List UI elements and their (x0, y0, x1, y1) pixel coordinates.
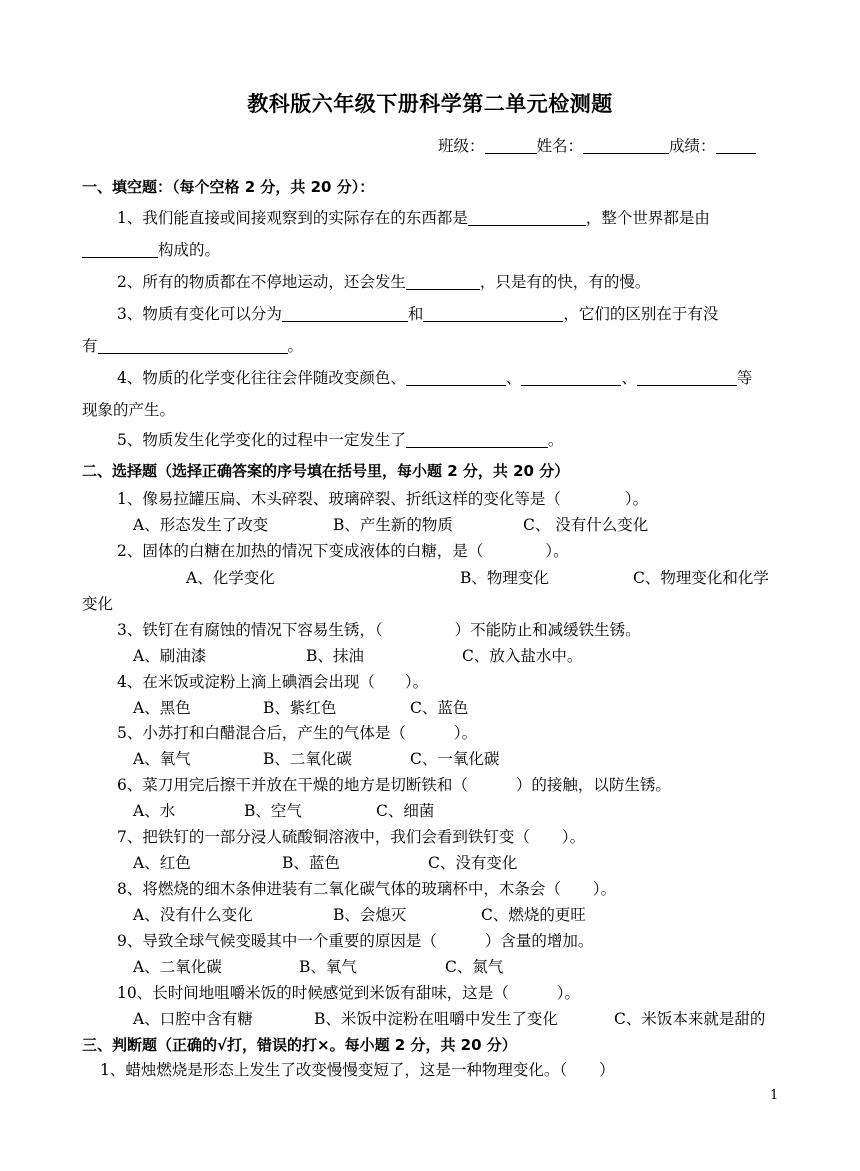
choice-q10-stem: 10、长时间地咀嚼米饭的时候感觉到米饭有甜味，这是（ ）。 (117, 984, 580, 1002)
option-b[interactable]: B、产生新的物质 (333, 516, 453, 534)
fill-blank[interactable] (521, 369, 621, 386)
fill-q3-line1: 3、物质有变化可以分为 和 ，它们的区别在于有没 (117, 305, 719, 323)
choice-q1-stem: 1、像易拉罐压扁、木头碎裂、玻璃碎裂、折纸这样的变化等是（ ）。 (117, 490, 649, 508)
fill-blank[interactable] (406, 369, 506, 386)
option-c[interactable]: C、米饭本来就是甜的 (614, 1010, 766, 1028)
fill-q1-line2: 构成的。 (82, 240, 220, 260)
score-label: 成绩： (669, 137, 716, 155)
option-a[interactable]: A、水 (133, 802, 176, 820)
fill-q5: 5、物质发生化学变化的过程中一定发生了 。 (117, 431, 564, 449)
fill-blank[interactable] (282, 305, 408, 322)
option-b[interactable]: B、物理变化 (460, 569, 549, 587)
choice-q8-stem: 8、将燃烧的细木条伸进装有二氧化碳气体的玻璃杯中，木条会（ ）。 (117, 880, 617, 898)
option-c[interactable]: C、没有变化 (428, 854, 518, 872)
option-a[interactable]: A、刷油漆 (133, 647, 207, 665)
option-c[interactable]: C、放入盐水中。 (462, 647, 583, 665)
choice-q5-stem: 5、小苏打和白醋混合后，产生的气体是（ ）。 (117, 724, 478, 742)
option-b[interactable]: B、会熄灭 (333, 906, 407, 924)
fill-blank[interactable] (406, 273, 480, 290)
option-c[interactable]: C、燃烧的更旺 (481, 906, 586, 924)
fill-q2: 2、所有的物质都在不停地运动，还会发生 ，只是有的快，有的慢。 (117, 273, 651, 291)
name-label: 姓名： (536, 137, 584, 155)
option-c[interactable]: C、氮气 (445, 958, 504, 976)
section-heading-judge: 三、判断题（正确的√打，错误的打×。每小题 2 分，共 20 分） (82, 1036, 517, 1054)
name-blank[interactable] (583, 137, 669, 154)
option-a[interactable]: A、口腔中含有糖 (133, 1010, 253, 1028)
fill-blank[interactable] (82, 241, 158, 258)
option-c[interactable]: C、蓝色 (410, 699, 469, 717)
option-a[interactable]: A、没有什么变化 (133, 906, 253, 924)
fill-blank[interactable] (468, 209, 586, 226)
option-b[interactable]: B、米饭中淀粉在咀嚼中发生了变化 (314, 1010, 558, 1028)
student-info-line (438, 136, 756, 156)
option-a[interactable]: A、形态发生了改变 (133, 516, 269, 534)
option-a[interactable]: A、黑色 (133, 699, 191, 717)
page-number: 1 (770, 1088, 779, 1103)
page-title: 教科版六年级下册科学第二单元检测题 (247, 92, 613, 116)
option-b[interactable]: B、紫红色 (263, 699, 337, 717)
fill-blank[interactable] (637, 369, 737, 386)
score-blank[interactable] (716, 137, 756, 154)
fill-blank[interactable] (98, 337, 288, 354)
option-c[interactable]: C、 没有什么变化 (523, 516, 649, 534)
option-a[interactable]: A、红色 (133, 854, 191, 872)
fill-blank[interactable] (406, 431, 548, 448)
option-b[interactable]: B、抹油 (306, 647, 364, 665)
fill-q1-line1: 1、我们能直接或间接观察到的实际存在的东西都是 ，整个世界都是由 (117, 209, 710, 227)
choice-q4-stem: 4、在米饭或淀粉上滴上碘酒会出现（ ）。 (117, 673, 429, 691)
fill-q3-line2: 有 。 (82, 337, 304, 355)
judge-q1: 1、蜡烛燃烧是形态上发生了改变慢慢变短了，这是一种物理变化。（ ） (100, 1061, 615, 1079)
option-c[interactable]: C、物理变化和化学 (633, 569, 769, 587)
class-blank[interactable] (485, 137, 537, 154)
section-heading-choice: 二、选择题（选择正确答案的序号填在括号里，每小题 2 分，共 20 分） (82, 462, 570, 480)
option-a[interactable]: A、氧气 (133, 750, 191, 768)
option-a[interactable]: A、二氧化碳 (133, 958, 222, 976)
option-c[interactable]: C、一氧化碳 (410, 750, 500, 768)
option-b[interactable]: B、空气 (244, 802, 302, 820)
choice-q3-stem: 3、铁钉在有腐蚀的情况下容易生锈，（ ）不能防止和减缓铁生锈。 (117, 621, 641, 639)
option-a[interactable]: A、化学变化 (186, 569, 275, 587)
fill-q4-line2: 现象的产生。 (82, 401, 176, 419)
option-b[interactable]: B、蓝色 (282, 854, 340, 872)
choice-q7-stem: 7、把铁钉的一部分浸人硫酸铜溶液中，我们会看到铁钉变（ ）。 (117, 828, 586, 846)
class-label: 班级： (438, 137, 485, 155)
option-b[interactable]: B、二氧化碳 (263, 750, 352, 768)
choice-q2-wrap: 变化 (82, 595, 114, 613)
option-b[interactable]: B、氧气 (299, 958, 357, 976)
fill-blank[interactable] (423, 305, 563, 322)
section-heading-fill: 一、填空题：（每个空格 2 分，共 20 分）： (82, 178, 375, 196)
choice-q9-stem: 9、导致全球气候变暖其中一个重要的原因是（ ）含量的增加。 (117, 932, 594, 950)
option-c[interactable]: C、细菌 (376, 802, 435, 820)
choice-q6-stem: 6、菜刀用完后擦干并放在干燥的地方是切断铁和（ ）的接触，以防生锈。 (117, 776, 671, 794)
choice-q2-stem: 2、固体的白糖在加热的情况下变成液体的白糖，是（ ）。 (117, 542, 569, 560)
fill-q4-line1: 4、物质的化学变化往往会伴随改变颜色、 、 、 等 (117, 369, 753, 387)
